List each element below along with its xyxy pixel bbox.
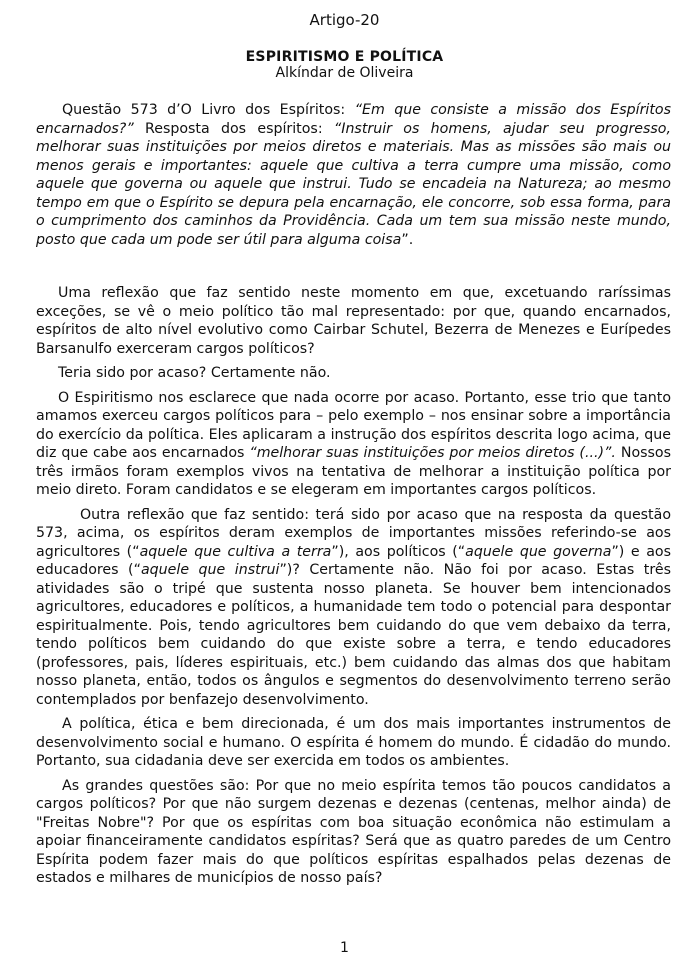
- quoted-question: “Em que consiste a missão dos Espíritos encarnados?”: [36, 102, 671, 137]
- paragraph-text: ”.: [401, 231, 414, 248]
- paragraph-politics: A política, ética e bem direcionada, é um dos mais importantes instrumentos de desenvolvimento social e humano. O espírita é homem do mundo. É cidadão do mundo. Portanto, sua cidadania deve ser exercida em todos os ambientes.: [36, 716, 671, 769]
- paragraph-text: O Espiritismo nos esclarece que nada ocorre por acaso. Portanto, esse trio que tanto amamos exerceu cargos políticos para – pelo exemplo – nos ensinar sobre a importância do exercício da política. Eles aplicaram a instrução dos espíritos descrita logo acima, que diz que cabe aos encarnados: [36, 389, 671, 461]
- quoted-text: “melhorar suas instituições por meios diretos (...)”.: [249, 445, 616, 461]
- article-title: ESPIRITISMO E POLÍTICA: [245, 49, 444, 65]
- paragraph-text: Nossos três irmãos foram exemplos vivos na tentativa de melhorar a instituição política por meio direto. Foram candidatos e se elegeram em importantes cargos políticos.: [36, 445, 671, 498]
- page-number: 1: [340, 940, 349, 956]
- paragraph-text: ”), aos políticos (“: [331, 543, 466, 560]
- paragraph-spiritism: [36, 389, 671, 500]
- paragraph-short: Teria sido por acaso? Certamente não.: [58, 365, 331, 381]
- paragraph-text: ”) e aos educadores (“: [36, 543, 671, 578]
- quoted-text: aquele que instrui: [140, 562, 280, 578]
- article-body: [36, 101, 671, 888]
- article-label: Artigo-20: [309, 11, 380, 29]
- paragraph-questions: As grandes questões são: Por que no meio espírita temos tão poucos candidatos a cargos políticos? Por que não surgem dezenas e dezenas (centenas, melhor ainda) de "Freitas Nobre"? Por que os espíritas com boa situação econômica não estimulam a apoiar financeiramente candidatos espíritas? Será que as quatro paredes de um Centro Espírita podem fazer mais do que políticos espíritas espalhados pelas dezenas de estados e milhares de municípios de nosso país?: [36, 777, 671, 886]
- paragraph-text: Resposta dos espíritos:: [133, 120, 334, 137]
- quoted-answer: “Instruir os homens, ajudar seu progresso, melhorar suas instituições por meios diretos e materiais. Mas as missões são mais ou menos gerais e importantes: aquele que cultiva a terra cumpre uma missão, como aquele que governa ou aquele que instrui. Tudo se encadeia na Natureza; ao mesmo tempo em que o Espírito se depura pela encarnação, ele concorre, sob essa forma, para o cumprimento dos caminhos da Providência. Cada um tem sua missão neste mundo, posto que cada um pode ser útil para alguma coisa: [36, 120, 671, 248]
- paragraph-text: ”)? Certamente não. Não foi por acaso. Estas três atividades são o tripé que sustenta nosso planeta. Se houver bem intencionados agricultores, educadores e políticos, a humanidade tem todo o potencial para despontar espiritualmente. Pois, tendo agricultores bem cuidando do que vem debaixo da terra, tendo políticos bem cuidando do que existe sobre a terra, e tendo educadores (professores, pais, líderes espirituais, etc.) bem cuidando das almas dos que habitam nosso planeta, então, todos os ângulos e segmentos do desenvolvimento terreno serão contemplados por benfazejo desenvolvimento.: [36, 562, 671, 708]
- paragraph-reflection: Uma reflexão que faz sentido neste momento em que, excetuando raríssimas exceções, se vê o meio político tão mal representado: por que, quando encarnados, espíritos de alto nível evolutivo como Cairbar Schutel, Bezerra de Menezes e Eurípedes Barsanulfo exerceram cargos políticos?: [36, 285, 671, 357]
- paragraph-second-reflection: [36, 506, 671, 710]
- paragraph-question-573: [36, 101, 671, 249]
- paragraph-text: Questão 573 d’O Livro dos Espíritos:: [62, 102, 355, 118]
- paragraph-text: Outra reflexão que faz sentido: terá sido por acaso que na resposta da questão 573, acima, os espíritos deram exemplos de importantes missões referindo-se aos agricultores (“: [36, 506, 671, 560]
- quoted-text: aquele que governa: [465, 543, 612, 560]
- article-author: Alkíndar de Oliveira: [275, 65, 414, 81]
- quoted-text: aquele que cultiva a terra: [139, 543, 332, 560]
